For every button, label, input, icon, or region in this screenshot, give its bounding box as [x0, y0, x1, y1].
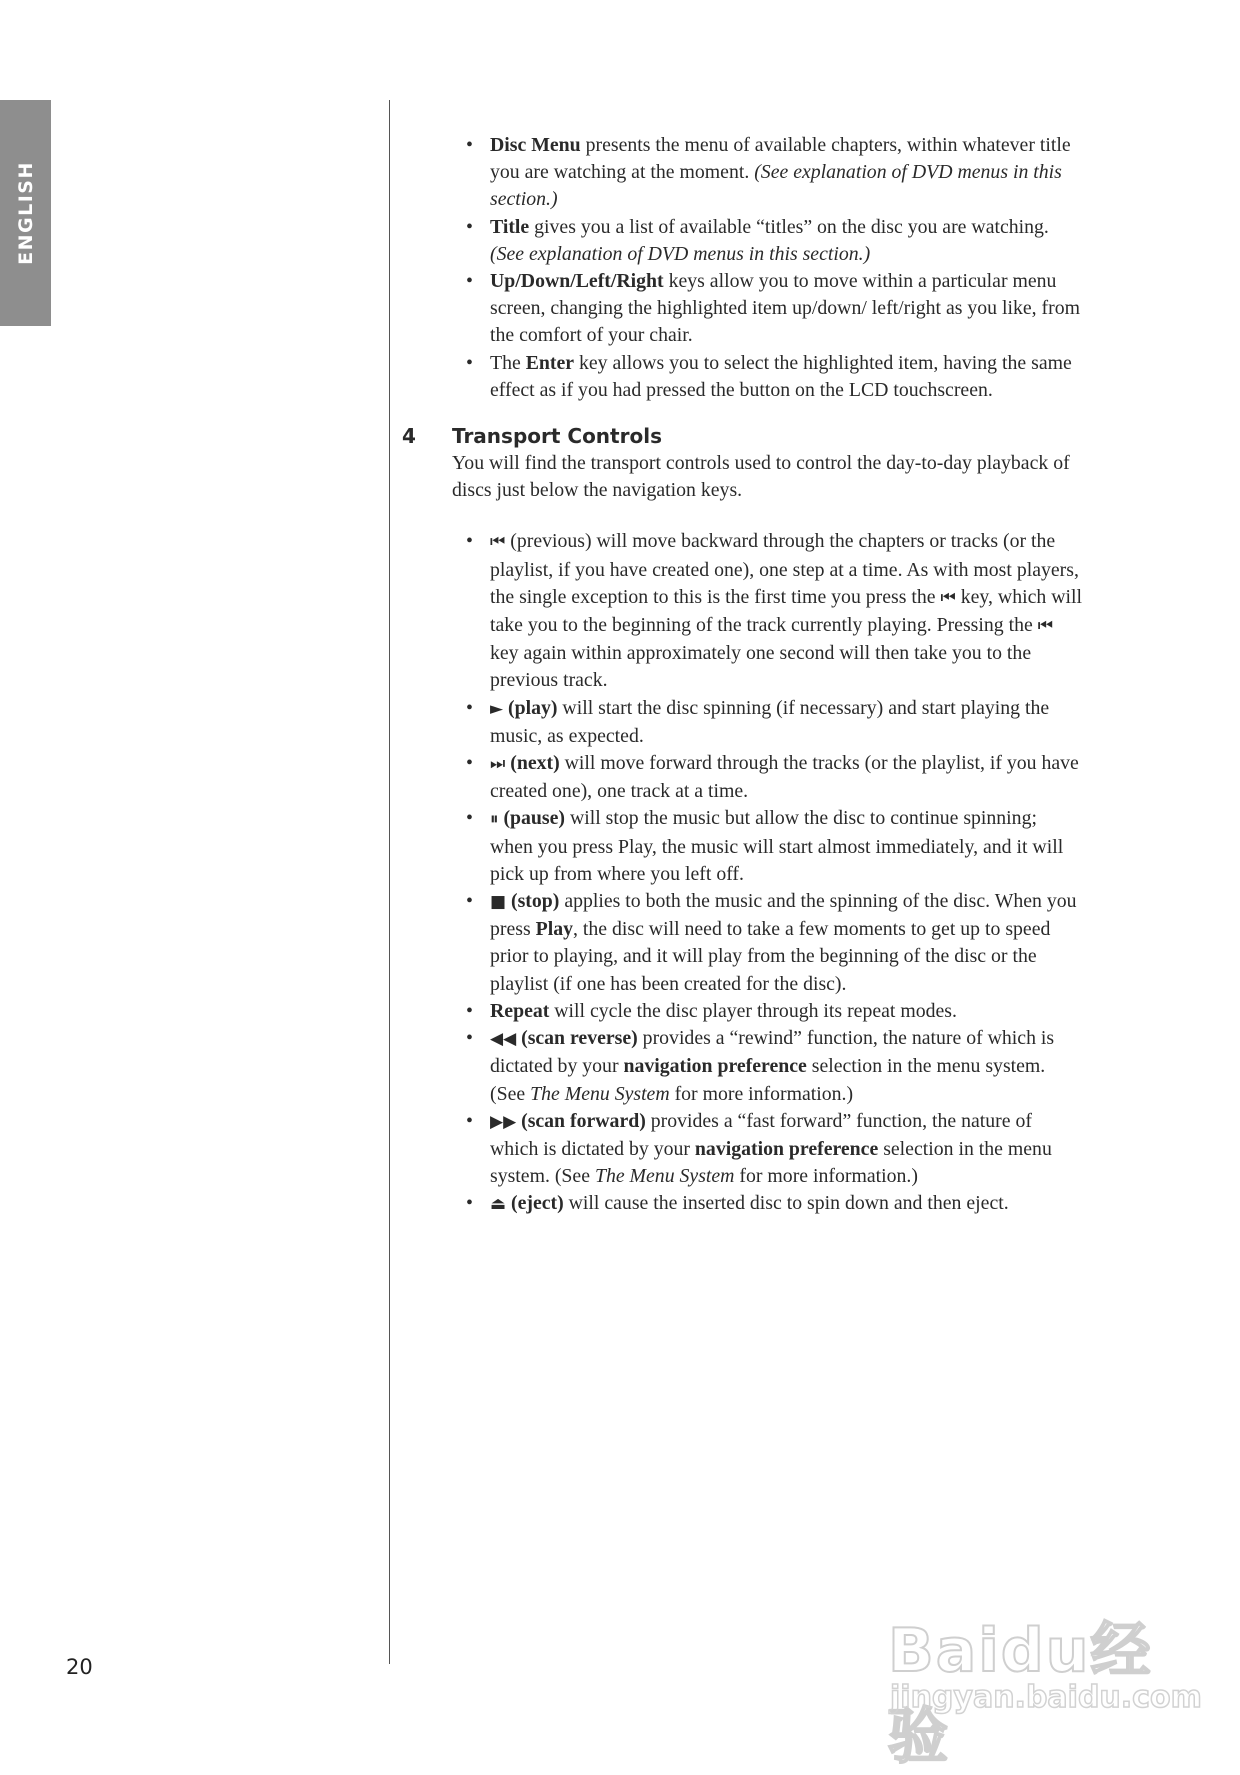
item-text: keys allow you to move within a particular menu screen, changing the highlighted item up/down/ left/right as you like, from the comfort of your chair. — [490, 270, 1081, 347]
pause-term: (pause) — [498, 807, 565, 830]
eject-term: (eject) — [506, 1192, 564, 1215]
item-text: selection in the menu system. (See — [490, 1137, 1052, 1188]
item-text: provides a “rewind” function, the nature of which is dictated by your — [490, 1027, 1055, 1078]
play-key-term: Play — [535, 918, 573, 941]
repeat-term: Repeat — [490, 999, 550, 1022]
list-item-scan-forward — [402, 1108, 1082, 1191]
transport-controls-list — [402, 528, 1082, 1218]
next-icon: ⏭ — [490, 754, 506, 775]
item-text: key, which will take you to the beginning of the track currently playing. Pressing the — [490, 585, 1082, 637]
list-item-stop — [402, 888, 1082, 998]
previous-icon: ⏮ — [1037, 616, 1054, 637]
item-note: (See explanation of DVD menus in this section.) — [490, 242, 871, 265]
menu-system-reference: The Menu System — [594, 1165, 735, 1188]
list-item-eject — [402, 1190, 1082, 1218]
next-term: (next) — [505, 752, 560, 775]
list-item-scan-reverse — [402, 1025, 1082, 1108]
item-text: presents the menu of available chapters, within whatever title you are watching at the moment. — [490, 134, 1071, 184]
list-item — [402, 268, 1082, 350]
scan-forward-term: (scan forward) — [516, 1109, 646, 1132]
manual-content — [402, 132, 1082, 1219]
section-intro: You will find the transport controls used to control the day-to-day playback of discs just below the navigation keys. — [452, 452, 1070, 502]
eject-icon: ⏏ — [490, 1194, 507, 1215]
title-term: Title — [490, 215, 530, 238]
item-text: will start the disc spinning (if necessary) and start playing the music, as expected. — [490, 696, 1050, 747]
language-tab — [0, 100, 51, 326]
list-item-next — [402, 750, 1082, 805]
watermark-logo-text: Baidu经验 — [888, 1616, 1153, 1772]
baidu-watermark — [880, 1575, 1202, 1772]
item-text: key again within approximately one second will then take you to the previous track. — [490, 642, 1032, 692]
list-item-previous — [402, 528, 1082, 694]
navigation-preference-term: navigation preference — [623, 1055, 807, 1078]
list-item-repeat — [402, 998, 1082, 1025]
stop-term: (stop) — [506, 890, 560, 913]
list-item-play — [402, 695, 1082, 750]
previous-icon: ⏮ — [940, 587, 956, 608]
item-text: provides a “fast forward” function, the nature of which is dictated by your — [490, 1109, 1032, 1160]
item-text: will move forward through the tracks (or the playlist, if you have created one), one track at a time. — [490, 752, 1079, 803]
item-text: key allows you to select the highlighted item, having the same effect as if you had pressed the button on the LCD touchscreen. — [490, 351, 1072, 401]
scan-reverse-term: (scan reverse) — [516, 1027, 638, 1050]
list-item — [402, 132, 1082, 214]
arrow-keys-term: Up/Down/Left/Right — [490, 270, 664, 293]
item-text: selection in the menu system. (See — [490, 1055, 1046, 1105]
section-title: Transport Controls — [452, 424, 662, 449]
item-note: (See explanation of DVD menus in this section.) — [490, 161, 1062, 211]
pause-icon: ⏸ — [490, 809, 499, 830]
previous-icon: ⏮ — [490, 532, 506, 553]
stop-icon: ■ — [490, 892, 507, 913]
column-divider — [389, 100, 390, 1664]
list-item-pause — [402, 805, 1082, 888]
disc-menu-term: Disc Menu — [490, 134, 581, 156]
item-prefix: The — [490, 351, 526, 374]
menu-system-reference: The Menu System — [530, 1082, 670, 1105]
rewind-icon: ◀◀ — [490, 1029, 517, 1050]
fast-forward-icon: ▶▶ — [490, 1111, 517, 1132]
list-item — [402, 350, 1082, 404]
list-item — [402, 214, 1082, 268]
watermark-url: jingyan.baidu.com — [890, 1680, 1202, 1715]
section-number: 4 — [402, 424, 416, 449]
item-text: for more information.) — [734, 1165, 918, 1188]
page-number: 20 — [66, 1655, 93, 1679]
navigation-keys-list — [402, 132, 1082, 404]
section-heading — [402, 422, 1082, 450]
item-text: gives you a list of available “titles” on the disc you are watching. — [529, 215, 1049, 238]
navigation-preference-term: navigation preference — [694, 1137, 879, 1160]
play-icon: ► — [490, 698, 504, 719]
item-text: (previous) will move backward through the chapters or tracks (or the playlist, if you have created one), one step at a time. As with most players, the single exception to this is the first time you press the — [490, 530, 1079, 608]
item-text: will cause the inserted disc to spin down and then eject. — [563, 1192, 1009, 1215]
item-text: , the disc will need to take a few moments to get up to speed prior to playing, and it will play from the beginning of the disc or the playlist (if one has been created for the disc). — [490, 918, 1051, 995]
play-term: (play) — [503, 696, 558, 719]
enter-term: Enter — [525, 351, 575, 374]
item-text: will stop the music but allow the disc to continue spinning; when you press Play, the music will start almost immediately, and it will pick up from where you left off. — [490, 807, 1064, 885]
item-text: for more information.) — [669, 1082, 854, 1105]
item-text: applies to both the music and the spinning of the disc. When you press — [490, 890, 1077, 941]
language-label: ENGLISH — [14, 161, 37, 265]
item-text: will cycle the disc player through its repeat modes. — [549, 999, 957, 1022]
